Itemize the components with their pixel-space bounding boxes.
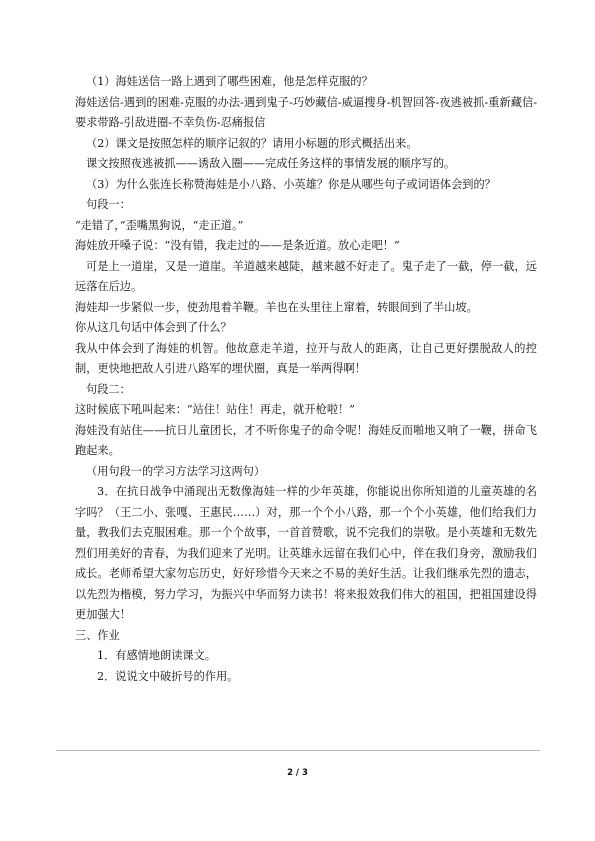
section-3-text: 3．在抗日战争中涌现出无数像海娃一样的少年英雄，你能说出你所知道的儿童英雄的名字吗？（王二小、张嘎、王惠民……）对，那一个个小八路，那一个个小英雄，他们给我们力量，教我们去克服困难。那一个个故事，一首首赞歌，说不完我们的崇敬。是小英雄和无数先烈们用美好的青春，为我们迎来了光明。让英雄永远留在我们心中，伴在我们身旁，激励我们成长。老师希望大家勿忘历史，好好珍惜今天来之不易的美好生活。让我们继承先烈的遗志，以先烈为楷模，努力学习，为振兴中华而努力读书！将来报效我们伟大的祖国，把祖国建设得更加强大！: [75, 485, 537, 621]
passage-1-line-4: 海娃却一步紧似一步，使劲甩着羊鞭。羊也在头里往上窜着，转眼间到了半山坡。: [75, 300, 478, 314]
passage-1-line-1: “走错了，”歪嘴黑狗说，“走正道。”: [75, 218, 244, 232]
passage-1-answer: 我从中体会到了海娃的机智。他故意走羊道，拉开与敌人的距离，让自己更好摆脱敌人的控制，更快地把敌人引进八路军的埋伏圈，真是一举两得啊！: [75, 341, 537, 375]
footer-divider: [56, 750, 540, 751]
passage-2-line-2: 海娃没有站住——抗日儿童团长，才不听你鬼子的命令呢！海娃反而啪地又响了一鞭，拼命飞跑起来。: [75, 423, 537, 457]
passage-2-note: （用句段一的学习方法学习这两句）: [86, 464, 266, 478]
homework-item-1: 1．有感情地朗读课文。: [97, 649, 216, 662]
question-3: （3）为什么张连长称赞海娃是小八路、小英雄？你是从哪些句子或词语体会到的？: [86, 177, 496, 191]
homework-heading: 三、作业: [75, 628, 120, 642]
document-body: [75, 72, 537, 687]
passage-1-line-3: 可是上一道崖，又是一道崖。羊道越来越陡，越来越不好走了。鬼子走了一截，停一截，远远落在后边。: [75, 259, 537, 293]
passage-1-heading: 句段一：: [86, 198, 131, 211]
answer-2: 课文按照夜逃被抓——诱敌入圈——完成任务这样的事情发展的顺序写的。: [86, 157, 456, 170]
passage-1-line-2: 海娃放开嗓子说：“没有错，我走过的——是条近道。放心走吧！”: [75, 239, 400, 252]
answer-1: 海娃送信-遇到的困难-克服的办法-遇到鬼子-巧妙藏信-威逼搜身-机智回答-夜逃被抓-重新藏信-要求带路-引敌进圈-不幸负伤-忍痛报信: [75, 95, 537, 129]
page-number: 2 / 3: [287, 768, 308, 778]
question-2: （2）课文是按照怎样的顺序记叙的？请用小标题的形式概括出来。: [86, 136, 418, 150]
passage-1-question: 你从这几句话中体会到了什么？: [75, 321, 232, 334]
homework-item-2: 2．说说文中破折号的作用。: [97, 669, 239, 683]
passage-2-line-1: 这时候底下吼叫起来：“站住！站住！再走，就开枪啦！”: [75, 403, 355, 416]
passage-2-heading: 句段二：: [86, 382, 131, 396]
question-1: （1）海娃送信一路上遇到了哪些困难，他是怎样克服的？: [86, 75, 373, 88]
